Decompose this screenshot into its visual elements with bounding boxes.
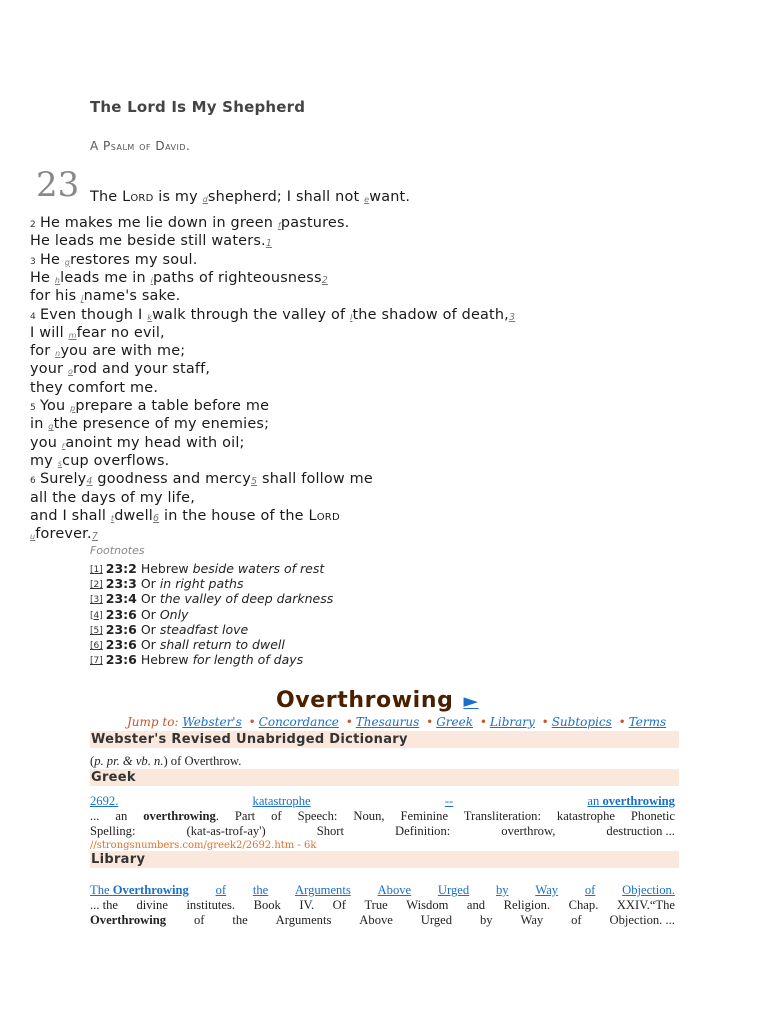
cross-reference-link[interactable]: s <box>57 458 63 468</box>
verse-number: 3 <box>30 256 36 267</box>
result-link-word[interactable]: Above <box>377 883 412 897</box>
greek-l2-rest: . Part of Speech: Noun, Feminine Transliteration: katastrophe Phonetic <box>215 809 675 823</box>
footnote-item <box>90 623 333 638</box>
verse-number: 5 <box>30 403 36 413</box>
result-link-word[interactable]: Objection. <box>622 883 675 897</box>
snippet-word: divine <box>136 898 168 912</box>
jump-separator: • <box>248 715 256 729</box>
divine-name: Lord <box>308 507 340 524</box>
verse-text: you <box>30 434 62 451</box>
verse-text: fear no evil, <box>76 324 165 341</box>
cross-reference-link[interactable]: r <box>61 440 66 450</box>
cross-reference-link[interactable]: q <box>48 422 54 432</box>
snippet-word: Religion. <box>503 898 551 912</box>
jump-link[interactable]: Webster's <box>182 715 242 729</box>
passage-title: The Lord Is My Shepherd <box>90 98 306 116</box>
footnote-reference: 23:2 <box>105 561 137 576</box>
snippet-word: Objection. ... <box>609 913 675 927</box>
def-close: ) of Overthrow. <box>163 754 242 768</box>
cross-reference-link[interactable]: f <box>277 221 281 230</box>
verse-text: dwell <box>114 507 153 524</box>
footnote-text: beside waters of rest <box>192 561 325 576</box>
footnote-reference: 23:4 <box>105 591 137 607</box>
footnote-item <box>90 608 333 623</box>
verse-line <box>30 525 98 546</box>
footnote-id-link[interactable]: [5] <box>90 625 103 636</box>
footnotes-list <box>90 562 333 668</box>
jump-separator: • <box>426 715 434 729</box>
play-arrow-icon[interactable]: ► <box>463 690 479 712</box>
verse-text: He makes me lie down in green <box>39 215 278 231</box>
cross-reference-link[interactable]: h <box>54 275 61 285</box>
snippet-word: Chap. <box>568 898 599 912</box>
snippet-word: Definition: <box>395 824 451 838</box>
snippet-word: and <box>466 898 486 912</box>
footnote-reference: 23:6 <box>105 637 137 653</box>
verse-text: rod and your staff, <box>73 361 211 378</box>
verse-text: is my <box>153 189 203 205</box>
greek-link-an-text[interactable]: an <box>587 794 600 808</box>
footnote-text: shall return to dwell <box>159 637 285 653</box>
verse-text: for <box>30 343 56 360</box>
verse-text: I will <box>30 324 69 341</box>
snippet-word: ... the <box>90 898 118 912</box>
verse-text: anoint my head with oil; <box>65 434 245 451</box>
lib-link-first[interactable] <box>90 883 189 898</box>
jump-link[interactable]: Terms <box>628 715 667 729</box>
greek-link-dash[interactable]: -- <box>444 794 454 808</box>
footnote-link[interactable]: 4 <box>86 476 93 488</box>
jump-separator: • <box>541 715 549 729</box>
result-link-word[interactable]: of <box>584 883 596 897</box>
verse-line <box>30 379 158 397</box>
snippet-word: of <box>571 913 582 927</box>
verse-text: shepherd; I shall not <box>207 189 365 205</box>
verse-number: 2 <box>30 220 36 230</box>
greek-link-num[interactable]: 2692. <box>90 794 119 808</box>
footnote-item <box>90 653 333 668</box>
verse-text: in the house of the <box>159 507 309 524</box>
cross-reference-link[interactable]: p <box>70 404 76 413</box>
greek-link-bold[interactable]: overthrowing <box>602 794 675 808</box>
lib-link-bold[interactable]: Overthrowing <box>112 883 189 897</box>
verse-number: 4 <box>30 311 36 322</box>
footnote-item <box>90 638 333 653</box>
library-snippet-line-2 <box>90 913 675 928</box>
verse-text: the shadow of death, <box>352 306 509 323</box>
divine-name: Lord <box>122 189 154 205</box>
jump-link[interactable]: Greek <box>436 715 473 729</box>
footnote-reference: 23:6 <box>105 606 137 622</box>
greek-result-link[interactable] <box>90 794 675 809</box>
verse-text: forever. <box>35 526 92 543</box>
cross-reference-link[interactable]: o <box>67 367 74 377</box>
footnote-item <box>90 577 333 592</box>
verse-text: all the days of my life, <box>30 489 195 506</box>
snippet-word: Spelling: <box>90 824 136 838</box>
verse-text: my <box>30 452 58 469</box>
entry-title-text: Overthrowing <box>276 688 454 713</box>
footnote-reference: 23:6 <box>105 652 137 668</box>
verse-text: Surely <box>39 471 87 488</box>
lib-link-pre[interactable]: The <box>90 883 110 897</box>
cross-reference-link[interactable]: k <box>147 312 153 322</box>
cross-reference-link[interactable]: e <box>364 195 370 204</box>
library-snippet-line-1 <box>90 898 675 913</box>
lib-l3-bold: Overthrowing <box>90 913 167 927</box>
snippet-word: institutes. <box>186 898 236 912</box>
snippet-word: Above <box>359 913 393 927</box>
footnote-prefix: Or <box>140 621 156 637</box>
footnote-prefix: Or <box>140 591 156 607</box>
cross-reference-link[interactable]: g <box>64 257 71 267</box>
footnotes-heading: Footnotes <box>90 544 145 557</box>
verse-text: pastures. <box>280 215 350 231</box>
footnote-link[interactable]: 7 <box>91 531 98 543</box>
greek-link-an[interactable] <box>587 794 675 809</box>
section-heading-greek: Greek <box>90 769 679 786</box>
footnote-id-link[interactable]: [6] <box>90 641 103 652</box>
jump-link[interactable]: Thesaurus <box>355 715 420 729</box>
snippet-word: XXIV.“The <box>616 898 675 912</box>
verse-text: leads me in <box>60 269 151 286</box>
verse-text: He leads me beside still waters. <box>30 233 266 250</box>
verse-number: 6 <box>30 476 36 487</box>
webster-definition <box>90 754 241 769</box>
def-pos: p. pr. & vb. n. <box>94 754 164 768</box>
jump-to-nav <box>127 715 666 729</box>
jump-to-label: Jump to: <box>127 715 179 729</box>
snippet-word: IV. <box>299 898 315 912</box>
footnote-text: for length of days <box>192 652 304 668</box>
result-link-word[interactable]: the <box>252 883 269 897</box>
passage-subtitle: A Psalm of David. <box>90 139 191 153</box>
snippet-word: Way <box>520 913 544 927</box>
verse-text: prepare a table before me <box>75 398 270 414</box>
cross-reference-link[interactable]: l <box>350 312 353 322</box>
jump-separator: • <box>345 715 353 729</box>
snippet-word: by <box>479 913 493 927</box>
verse-text: goodness and mercy <box>92 471 251 488</box>
verse-text: He <box>30 269 55 286</box>
verse-text: and I shall <box>30 507 111 524</box>
snippet-word: Of <box>332 898 346 912</box>
footnote-reference: 23:3 <box>105 576 137 592</box>
verse-text: want. <box>369 189 411 205</box>
snippet-word: of <box>193 913 205 927</box>
footnote-item <box>90 562 333 577</box>
result-link-word[interactable]: Way <box>535 883 559 897</box>
cross-reference-link[interactable]: t <box>110 513 115 523</box>
footnote-id-link[interactable]: [4] <box>90 610 103 621</box>
cross-reference-link[interactable]: m <box>68 330 77 340</box>
verse-text: walk through the valley of <box>152 306 351 323</box>
snippet-word: Urged <box>420 913 453 927</box>
footnote-item <box>90 592 333 607</box>
footnote-link[interactable]: 2 <box>321 274 328 286</box>
footnote-text: steadfast love <box>159 621 249 637</box>
verse-text: cup overflows. <box>62 452 170 469</box>
verse-text: for his <box>30 288 82 305</box>
snippet-word: Arguments <box>275 913 332 927</box>
footnote-prefix: Or <box>140 606 156 622</box>
verse-text: He <box>39 251 65 268</box>
footnote-id-link[interactable]: [7] <box>90 656 103 667</box>
footnote-id-link[interactable]: [1] <box>90 565 103 575</box>
library-result-link[interactable] <box>90 883 675 898</box>
snippet-word: True <box>364 898 388 912</box>
jump-link[interactable]: Subtopics <box>551 715 612 729</box>
cross-reference-link[interactable]: d <box>202 195 208 204</box>
verse-text: Even though I <box>39 306 148 323</box>
greek-l2-pre: ... an <box>90 809 128 823</box>
footnote-link[interactable]: 6 <box>152 512 160 524</box>
verse-text: shall follow me <box>257 471 373 488</box>
footnote-text: in right paths <box>159 576 244 592</box>
footnote-id-link[interactable]: [2] <box>90 580 103 591</box>
snippet-word: Short <box>316 824 344 838</box>
footnote-text: Only <box>159 606 189 622</box>
footnote-link[interactable]: 3 <box>508 311 516 323</box>
footnote-reference: 23:6 <box>105 621 137 637</box>
footnote-prefix: Hebrew <box>140 652 189 668</box>
footnote-id-link[interactable]: [3] <box>90 595 103 606</box>
cross-reference-link[interactable]: j <box>81 294 84 304</box>
result-link-word[interactable]: Arguments <box>295 883 351 897</box>
entry-title <box>276 688 479 713</box>
snippet-word: the <box>232 913 248 927</box>
cross-reference-link[interactable]: u <box>30 532 36 542</box>
verse-text: the presence of my enemies; <box>53 416 270 433</box>
section-heading-library: Library <box>90 851 679 868</box>
result-link-word[interactable]: Urged <box>437 883 470 897</box>
snippet-word: Wisdom <box>406 898 449 912</box>
snippet-word: (kat-as-trof-ay') <box>186 824 266 838</box>
verse-text: The <box>90 189 123 205</box>
verse-line <box>90 188 410 209</box>
jump-link[interactable]: Concordance <box>258 715 339 729</box>
verse-text: You <box>39 398 71 414</box>
snippet-word: overthrow, <box>501 824 556 838</box>
footnote-link[interactable]: 1 <box>265 238 273 250</box>
cross-reference-link[interactable]: n <box>55 349 61 359</box>
verse-text: they comfort me. <box>30 379 159 396</box>
footnote-link[interactable]: 5 <box>250 476 258 488</box>
section-heading-webster: Webster's Revised Unabridged Dictionary <box>90 731 679 748</box>
greek-l2-bold: overthrowing <box>143 809 216 823</box>
footnote-prefix: Or <box>140 576 156 592</box>
greek-snippet-line-1 <box>90 809 675 824</box>
jump-separator: • <box>479 715 487 729</box>
greek-source-url: //strongsnumbers.com/greek2/2692.htm - 6k <box>90 840 317 851</box>
cross-reference-link[interactable]: i <box>150 275 153 285</box>
footnote-prefix: Hebrew <box>140 561 189 576</box>
result-link-word[interactable]: by <box>495 883 509 897</box>
chapter-number: 23 <box>36 165 80 205</box>
jump-separator: • <box>618 715 626 729</box>
verse-text: restores my soul. <box>70 251 198 268</box>
footnote-prefix: Or <box>140 637 156 653</box>
jump-link[interactable]: Library <box>489 715 535 729</box>
snippet-word: Book <box>253 898 281 912</box>
snippet-word: destruction ... <box>606 824 675 838</box>
footnote-text: the valley of deep darkness <box>159 591 334 607</box>
greek-link-word[interactable]: katastrophe <box>252 794 311 808</box>
verse-text: you are with me; <box>60 343 186 360</box>
def-open: ( <box>90 754 95 768</box>
verse-line <box>30 489 195 507</box>
verse-text: paths of righteousness <box>153 269 322 286</box>
verse-text: in <box>30 416 49 433</box>
greek-snippet-line-2 <box>90 824 675 839</box>
result-link-word[interactable]: of <box>215 883 227 897</box>
verse-text: your <box>30 361 68 378</box>
verse-text: name's sake. <box>83 288 181 305</box>
